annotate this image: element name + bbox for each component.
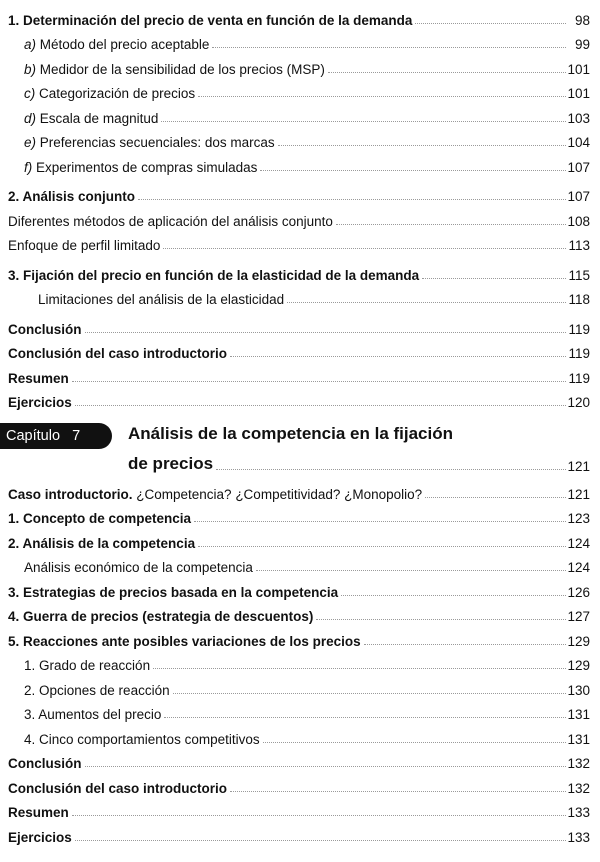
toc-page-number: 107 (567, 189, 590, 204)
toc-entry[interactable] (0, 312, 600, 337)
dot-leader (316, 619, 566, 620)
toc-entry-title (8, 238, 163, 253)
toc-entry-title (24, 37, 212, 52)
dot-leader (263, 742, 566, 743)
toc-entry-label: e) (24, 135, 37, 150)
dot-leader (164, 717, 566, 718)
toc-page-number: 107 (567, 159, 590, 175)
toc-page-number: 115 (568, 267, 590, 283)
toc-entry-title (24, 707, 164, 722)
dot-leader (212, 47, 566, 48)
toc-entry-title (8, 634, 364, 649)
toc-page-number: 132 (567, 756, 590, 771)
toc-entry[interactable] (0, 52, 600, 77)
dot-leader (230, 356, 566, 357)
toc-entry[interactable] (0, 150, 600, 175)
toc-page-number: 98 (574, 12, 590, 28)
toc-entry-text: 3. Aumentos del precio (24, 707, 162, 722)
dot-leader (194, 521, 566, 522)
toc-page-number: 108 (567, 213, 590, 229)
toc-entry-text: 2. Análisis de la competencia (8, 535, 196, 551)
toc-entry[interactable] (0, 180, 600, 205)
toc-entry-text: Conclusión (8, 756, 82, 771)
toc-entry-text: Resumen (8, 370, 69, 386)
toc-page-number: 101 (567, 86, 590, 101)
toc-entry[interactable] (0, 575, 600, 600)
toc-page-number: 119 (568, 346, 590, 361)
toc-entry[interactable] (0, 502, 600, 527)
toc-entry-title (8, 13, 415, 28)
dot-leader (287, 302, 566, 303)
toc-entry[interactable] (0, 796, 600, 821)
toc-entry[interactable] (0, 771, 600, 796)
toc-entry-text: Método del precio aceptable (39, 37, 210, 52)
toc-entry-title (24, 111, 161, 126)
toc-entry[interactable] (0, 649, 600, 674)
toc-page-number: 118 (568, 292, 590, 307)
toc-section-continued (0, 3, 600, 410)
toc-page-number: 131 (567, 707, 590, 722)
toc-entry-text: 4. Cinco comportamientos competitivos (24, 731, 260, 747)
dot-leader (336, 224, 566, 225)
toc-entry-text: Diferentes métodos de aplicación del análisis conjunto (8, 213, 333, 229)
toc-entry-label: a) (24, 37, 37, 52)
dot-leader (198, 96, 566, 97)
toc-entry-text: Conclusión (8, 321, 82, 337)
toc-entry-text: Limitaciones del análisis de la elasticidad (38, 292, 285, 307)
toc-entry-text: Ejercicios (8, 829, 72, 845)
toc-entry-title (8, 395, 75, 410)
toc-entry-title (8, 322, 85, 337)
dot-leader (230, 791, 566, 792)
toc-entry-title (24, 62, 328, 77)
toc-entry[interactable] (0, 673, 600, 698)
toc-entry-title (8, 511, 194, 526)
toc-entry[interactable] (0, 204, 600, 229)
toc-entry[interactable] (0, 477, 600, 502)
chapter-title-line1: Análisis de la competencia en la fijación (128, 424, 454, 443)
toc-page-number: 104 (567, 135, 590, 150)
toc-page-number: 133 (567, 805, 590, 820)
dot-leader (364, 644, 566, 645)
toc-entry-label: d) (24, 110, 37, 126)
toc-page-number: 124 (567, 535, 590, 551)
dot-leader (415, 23, 566, 24)
dot-leader (425, 497, 566, 498)
dot-leader (72, 381, 566, 382)
toc-entry-text: Ejercicios (8, 395, 72, 410)
toc-page-number: 119 (568, 321, 590, 337)
toc-entry-title (24, 683, 173, 698)
toc-page-number: 124 (567, 560, 590, 575)
toc-entry-title (8, 268, 422, 283)
toc-entry-label: f) (24, 159, 33, 175)
toc-entry-title (8, 805, 72, 820)
toc-page-number: 103 (567, 110, 590, 126)
toc-entry-title (8, 756, 85, 771)
toc-entry[interactable] (0, 337, 600, 362)
toc-entry[interactable] (0, 126, 600, 151)
toc-entry[interactable] (0, 526, 600, 551)
toc-entry-title (8, 371, 72, 386)
toc-entry-text: 4. Guerra de precios (estrategia de descuentos) (8, 609, 314, 624)
toc-entry-title (8, 346, 230, 361)
toc-entry[interactable] (0, 722, 600, 747)
toc-entry[interactable] (0, 258, 600, 283)
toc-entry-text: 2. Opciones de reacción (24, 682, 170, 698)
toc-page-number: 99 (574, 37, 590, 52)
dot-leader (138, 199, 566, 200)
dot-leader (278, 145, 566, 146)
toc-entry-title (24, 658, 153, 673)
toc-entry-text: Análisis económico de la competencia (24, 560, 253, 575)
toc-page-number: 101 (567, 61, 590, 77)
toc-entry-text: Preferencias secuenciales: dos marcas (39, 135, 275, 150)
toc-entry[interactable] (0, 229, 600, 254)
toc-entry-text: Medidor de la sensibilidad de los precios (MSP) (39, 61, 325, 77)
toc-entry-title (24, 560, 256, 575)
toc-entry-text: 1. Determinación del precio de venta en función de la demanda (8, 12, 413, 28)
toc-entry-text: 3. Estrategias de precios basada en la competencia (8, 584, 339, 600)
toc-entry[interactable] (0, 283, 600, 308)
toc-page-number: 130 (567, 682, 590, 698)
dot-leader (153, 668, 566, 669)
toc-page-number: 133 (567, 829, 590, 845)
toc-entry-text: 1. Concepto de competencia (8, 511, 192, 526)
toc-entry-text: ¿Competencia? ¿Competitividad? ¿Monopolio? (136, 486, 423, 502)
toc-entry-title (24, 160, 260, 175)
toc-entry-label: b) (24, 61, 37, 77)
toc-entry[interactable] (0, 600, 600, 625)
dot-leader (216, 469, 566, 470)
toc-page-number: 121 (567, 486, 590, 502)
toc-section-chapter-7 (0, 477, 600, 845)
toc-entry-title (8, 781, 230, 796)
toc-entry-title (8, 214, 336, 229)
dot-leader (85, 332, 567, 333)
toc-page-number: 113 (568, 238, 590, 253)
toc-entry-text: 5. Reacciones ante posibles variaciones de los precios (8, 633, 361, 649)
toc-page-number: 132 (567, 780, 590, 796)
toc-entry[interactable] (0, 361, 600, 386)
toc-entry[interactable] (0, 28, 600, 53)
toc-entry[interactable] (0, 551, 600, 576)
dot-leader (198, 546, 566, 547)
toc-page-number: 131 (567, 731, 590, 747)
chapter-title-line2: de precios (128, 454, 214, 473)
chapter-badge (0, 423, 112, 449)
toc-entry-title (24, 135, 278, 150)
toc-entry-text: Enfoque de perfil limitado (8, 238, 161, 253)
dot-leader (85, 766, 567, 767)
chapter-badge-number: 7 (72, 428, 81, 444)
dot-leader (422, 278, 566, 279)
toc-entry-text: Conclusión del caso introductorio (8, 346, 228, 361)
toc-entry[interactable] (0, 820, 600, 845)
toc-entry[interactable] (0, 101, 600, 126)
dot-leader (260, 170, 566, 171)
toc-entry-text: Categorización de precios (39, 86, 196, 101)
toc-entry-text: 3. Fijación del precio en función de la elasticidad de la demanda (8, 267, 420, 283)
dot-leader (163, 248, 566, 249)
toc-entry-lead: Caso introductorio. (8, 486, 133, 502)
toc-page-number: 119 (568, 370, 590, 386)
toc-entry-text: Experimentos de compras simuladas (36, 159, 258, 175)
toc-entry-title (8, 830, 75, 845)
toc-entry[interactable] (0, 3, 600, 28)
dot-leader (341, 595, 566, 596)
toc-entry-title (8, 189, 138, 204)
toc-entry-title (24, 732, 263, 747)
toc-entry[interactable] (0, 698, 600, 723)
toc-entry-text: Resumen (8, 805, 69, 820)
chapter-page-number: 121 (567, 459, 590, 474)
toc-page-number: 127 (567, 609, 590, 624)
toc-entry-title (8, 536, 198, 551)
toc-page-number: 129 (567, 633, 590, 649)
toc-page-number: 123 (567, 511, 590, 526)
toc-entry-title (24, 86, 198, 101)
toc-entry-text: Escala de magnitud (39, 110, 159, 126)
toc-entry-label: c) (24, 86, 36, 101)
chapter-heading (0, 420, 600, 480)
toc-page-number: 120 (567, 395, 590, 410)
toc-entry[interactable] (0, 386, 600, 411)
dot-leader (75, 840, 566, 841)
toc-page-number: 126 (567, 584, 590, 600)
toc-entry-text: 1. Grado de reacción (24, 658, 151, 673)
toc-entry-title (8, 609, 316, 624)
toc-entry-text: Conclusión del caso introductorio (8, 780, 228, 796)
dot-leader (173, 693, 566, 694)
toc-entry[interactable] (0, 624, 600, 649)
chapter-badge-word: Capítulo (6, 428, 61, 444)
toc-entry-title (8, 585, 341, 600)
toc-page-number: 129 (567, 658, 590, 673)
dot-leader (328, 72, 566, 73)
dot-leader (256, 570, 566, 571)
toc-entry-title (8, 487, 425, 502)
toc-entry[interactable] (0, 747, 600, 772)
toc-entry[interactable] (0, 77, 600, 102)
dot-leader (75, 405, 566, 406)
dot-leader (161, 121, 566, 122)
chapter-title-line2-row[interactable] (128, 447, 600, 474)
toc-entry-title (38, 292, 287, 307)
toc-entry-text: 2. Análisis conjunto (8, 189, 136, 204)
dot-leader (72, 815, 566, 816)
